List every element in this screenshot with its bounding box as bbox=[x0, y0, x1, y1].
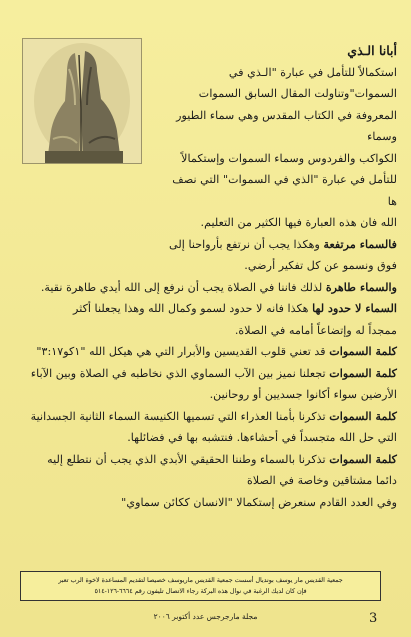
paragraph-lead: كلمة السموات bbox=[329, 365, 397, 380]
paragraph-7 bbox=[17, 449, 397, 471]
paragraph-text: تذكرنا بأمنا العذراء التي تسميها الكنيسة السماء الثانية الجسدانية bbox=[30, 409, 330, 423]
intro-line: المعروفة في الكتاب المقدس وهي سماء الطيور وسماء bbox=[176, 108, 397, 143]
footer-notice-line: جمعية القديس مار يوسف بونديال أسست جمعية القديس ماريوسف خصيصا لتقديم المساعدة لاخوة الرب تعبر bbox=[58, 577, 343, 584]
article-body bbox=[17, 40, 397, 513]
paragraph-1-cont: فوق ونسمو عن كل تفكير أرضي. bbox=[244, 259, 397, 272]
article-title: أبانا الـذي bbox=[347, 43, 397, 58]
paragraph-6 bbox=[17, 406, 397, 428]
paragraph-2 bbox=[17, 277, 397, 299]
paragraph-7-cont: دائما مشتاقين وخاصة في الصلاة bbox=[247, 474, 397, 487]
paragraph-text: قد تعني قلوب القديسين والأبرار التي هي هيكل الله "١كو٣:١٧" bbox=[36, 345, 330, 358]
intro-line: الله فان هذه العبارة فيها الكثير من التعليم. bbox=[200, 216, 397, 229]
paragraph-lead: كلمة السموات bbox=[329, 451, 397, 466]
magazine-issue-label: مجلة مارجرجس عدد أكتوبر ٢٠٠٦ bbox=[153, 612, 258, 621]
paragraph-text: هكذا فانه لا حدود لسمو وكمال الله وهذا يجعلنا أكثر bbox=[73, 302, 313, 315]
footer-notice-box bbox=[20, 571, 381, 601]
closing-line: وفي العدد القادم سنعرض إستكمالا "الانسان ككائن سماوي" bbox=[121, 495, 397, 509]
footer-notice-line: فإن كان لديك الرغبة في نوال هذه البركة رجاء الاتصال تليفون رقم ٦٦٦٤-١٢٦-٥١٤ bbox=[94, 588, 307, 595]
paragraph-5-cont: الأرضين سواء أكانوا جسديين أو روحانين. bbox=[209, 388, 397, 401]
paragraph-lead: والسماء طاهرة bbox=[325, 279, 397, 294]
paragraph-3-cont: ممجداً له وإتضاعاً أمامه في الصلاة. bbox=[234, 323, 397, 337]
paragraph-1 bbox=[17, 234, 397, 256]
bleed-through-text bbox=[243, 8, 393, 22]
page-number: 3 bbox=[369, 611, 378, 626]
intro-line: السموات"وتناولت المقال السابق السموات bbox=[198, 87, 397, 100]
intro-line: للتأمل في عبارة "الذي في السموات" التي نصف ها bbox=[172, 173, 397, 208]
page-footer bbox=[0, 612, 411, 632]
paragraph-3 bbox=[17, 298, 397, 320]
paragraph-text: لذلك فاننا في الصلاة يجب أن نرفع إلى الله أيدي طاهرة نقية. bbox=[40, 280, 326, 294]
intro-line: استكمالاً للتأمل في عبارة "الـذي في bbox=[228, 65, 397, 79]
paragraph-4 bbox=[17, 341, 397, 363]
paragraph-6-cont: التي حل الله متجسداً في أحشاءها. فنتشبه بها في فضائلها. bbox=[127, 431, 397, 444]
paragraph-lead: كلمة السموات bbox=[329, 408, 397, 423]
paragraph-text: تذكرنا بالسماء وطننا الحقيقي الأبدي الذي يجب أن نتطلع إليه bbox=[47, 452, 330, 466]
paragraph-5 bbox=[17, 363, 397, 385]
paragraph-text: تجعلنا نميز بين الآب السماوي الذي نخاطبه في الصلاة وبين الآباء bbox=[30, 366, 330, 380]
paragraph-lead: فالسماء مرتفعة bbox=[323, 236, 397, 251]
paragraph-lead: السماء لا حدود لها bbox=[312, 301, 397, 315]
paragraph-text: وهكذا يجب أن نرتفع بأرواحنا إلى bbox=[169, 237, 324, 251]
paragraph-lead: كلمة السموات bbox=[329, 344, 397, 358]
intro-line: الكواكب والفردوس وسماء السموات وإستكمالاً bbox=[181, 151, 397, 165]
